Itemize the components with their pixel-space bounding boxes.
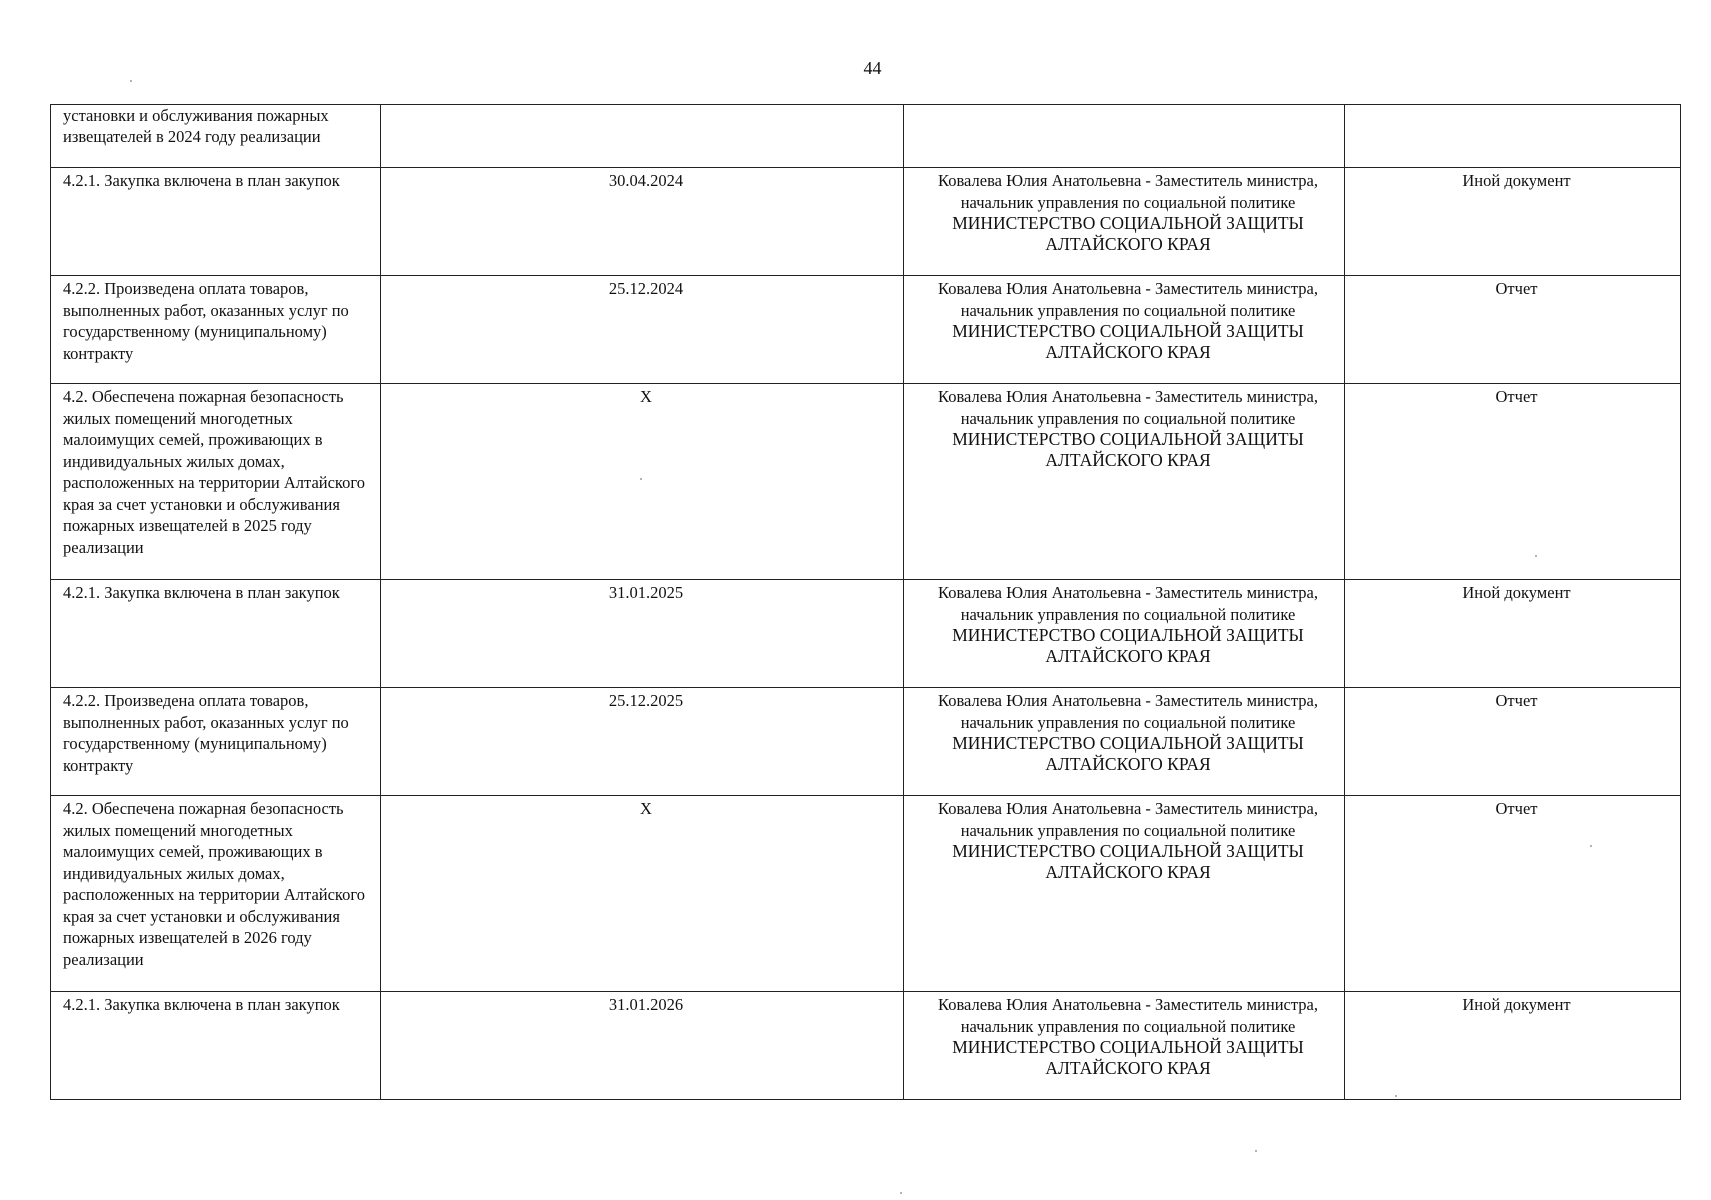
event-name-cell: 4.2.2. Произведена оплата товаров, выполненных работ, оказанных услуг по государственному (муниципальному) контракту	[51, 276, 381, 384]
control-points-table	[50, 104, 1681, 1100]
document-type-cell	[1345, 105, 1681, 168]
responsible-cell	[904, 384, 1345, 580]
scan-speck	[1535, 555, 1537, 557]
responsible-cell	[904, 105, 1345, 168]
responsible-organization: МИНИСТЕРСТВО СОЦИАЛЬНОЙ ЗАЩИТЫ АЛТАЙСКОГО КРАЯ	[952, 213, 1304, 254]
responsible-cell	[904, 992, 1345, 1100]
responsible-organization: МИНИСТЕРСТВО СОЦИАЛЬНОЙ ЗАЩИТЫ АЛТАЙСКОГО КРАЯ	[952, 733, 1304, 774]
event-name-cell: 4.2.1. Закупка включена в план закупок	[51, 580, 381, 688]
scan-speck	[1395, 1095, 1397, 1097]
scan-speck	[1590, 845, 1592, 847]
date-cell: 30.04.2024	[381, 168, 904, 276]
table-row	[51, 580, 1681, 688]
scan-speck	[130, 80, 132, 82]
date-cell: 31.01.2026	[381, 992, 904, 1100]
responsible-organization: МИНИСТЕРСТВО СОЦИАЛЬНОЙ ЗАЩИТЫ АЛТАЙСКОГО КРАЯ	[952, 321, 1304, 362]
table-row	[51, 796, 1681, 992]
event-name-cell: 4.2.2. Произведена оплата товаров, выполненных работ, оказанных услуг по государственному (муниципальному) контракту	[51, 688, 381, 796]
responsible-organization: МИНИСТЕРСТВО СОЦИАЛЬНОЙ ЗАЩИТЫ АЛТАЙСКОГО КРАЯ	[952, 841, 1304, 882]
event-name-cell: 4.2. Обеспечена пожарная безопасность жилых помещений многодетных малоимущих семей, проживающих в индивидуальных жилых домах, расположенных на территории Алтайского края за счет установки и обслуживания пожарных извещателей в 2025 году реализации	[51, 384, 381, 580]
responsible-organization: МИНИСТЕРСТВО СОЦИАЛЬНОЙ ЗАЩИТЫ АЛТАЙСКОГО КРАЯ	[952, 1037, 1304, 1078]
event-name-cell: установки и обслуживания пожарных извещателей в 2024 году реализации	[51, 105, 381, 168]
event-name-cell: 4.2.1. Закупка включена в план закупок	[51, 168, 381, 276]
table-row	[51, 688, 1681, 796]
document-type-cell: Отчет	[1345, 384, 1681, 580]
responsible-organization: МИНИСТЕРСТВО СОЦИАЛЬНОЙ ЗАЩИТЫ АЛТАЙСКОГО КРАЯ	[952, 625, 1304, 666]
responsible-person: Ковалева Юлия Анатольевна - Заместитель министра, начальник управления по социальной политике	[938, 387, 1318, 428]
date-cell: X	[381, 384, 904, 580]
responsible-cell	[904, 168, 1345, 276]
responsible-cell	[904, 580, 1345, 688]
responsible-cell	[904, 688, 1345, 796]
scan-speck	[1255, 1150, 1257, 1152]
date-cell: 25.12.2024	[381, 276, 904, 384]
event-name-cell: 4.2. Обеспечена пожарная безопасность жилых помещений многодетных малоимущих семей, проживающих в индивидуальных жилых домах, расположенных на территории Алтайского края за счет установки и обслуживания пожарных извещателей в 2026 году реализации	[51, 796, 381, 992]
document-type-cell: Отчет	[1345, 688, 1681, 796]
scan-speck	[640, 478, 642, 480]
date-cell: 25.12.2025	[381, 688, 904, 796]
event-name-cell: 4.2.1. Закупка включена в план закупок	[51, 992, 381, 1100]
responsible-cell	[904, 276, 1345, 384]
scan-speck	[900, 1192, 902, 1194]
responsible-organization: МИНИСТЕРСТВО СОЦИАЛЬНОЙ ЗАЩИТЫ АЛТАЙСКОГО КРАЯ	[952, 429, 1304, 470]
responsible-person: Ковалева Юлия Анатольевна - Заместитель министра, начальник управления по социальной политике	[938, 171, 1318, 212]
responsible-person: Ковалева Юлия Анатольевна - Заместитель министра, начальник управления по социальной политике	[938, 995, 1318, 1036]
responsible-person: Ковалева Юлия Анатольевна - Заместитель министра, начальник управления по социальной политике	[938, 279, 1318, 320]
table-row	[51, 105, 1681, 168]
responsible-person: Ковалева Юлия Анатольевна - Заместитель министра, начальник управления по социальной политике	[938, 799, 1318, 840]
table-row	[51, 276, 1681, 384]
date-cell	[381, 105, 904, 168]
document-type-cell: Отчет	[1345, 796, 1681, 992]
date-cell: 31.01.2025	[381, 580, 904, 688]
date-cell: X	[381, 796, 904, 992]
responsible-person: Ковалева Юлия Анатольевна - Заместитель министра, начальник управления по социальной политике	[938, 691, 1318, 732]
document-type-cell: Иной документ	[1345, 580, 1681, 688]
table-row	[51, 168, 1681, 276]
document-type-cell: Иной документ	[1345, 168, 1681, 276]
page-number: 44	[863, 58, 882, 78]
responsible-cell	[904, 796, 1345, 992]
document-type-cell: Иной документ	[1345, 992, 1681, 1100]
responsible-person: Ковалева Юлия Анатольевна - Заместитель министра, начальник управления по социальной политике	[938, 583, 1318, 624]
table-row	[51, 992, 1681, 1100]
document-type-cell: Отчет	[1345, 276, 1681, 384]
table-row	[51, 384, 1681, 580]
